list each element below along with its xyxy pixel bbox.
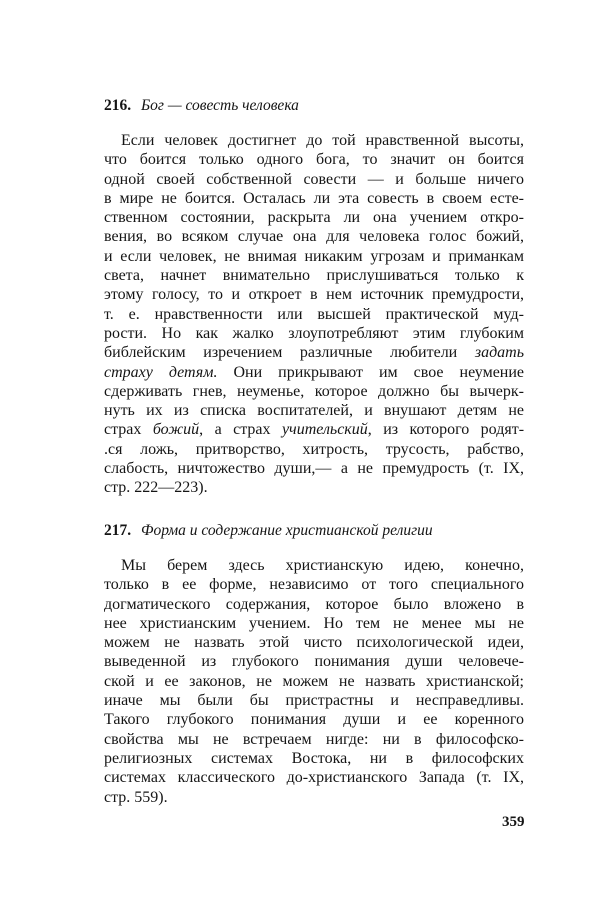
line-text: библейским изречением различные любители [104, 344, 458, 362]
section-216-heading [104, 97, 299, 115]
paragraph-line-mixed [104, 420, 524, 439]
paragraph-line: .ся ложь, притворство, хитрость, трусость, рабство, [104, 440, 524, 458]
italic-phrase: божий [152, 421, 200, 439]
paragraph-line: выведенной из глубокого понимания души человече- [104, 653, 524, 671]
paragraph-line: иначе мы были бы пристрастны и несправедливы. [104, 692, 524, 710]
paragraph-line: ственном состоянии, раскрыта ли она учением откро- [104, 209, 524, 227]
section-216-body [104, 131, 524, 498]
paragraph-line: одной своей собственной совести — и больше ничего [104, 170, 524, 188]
page-number: 359 [502, 814, 525, 830]
section-217-number: 217. [104, 522, 132, 539]
paragraph-line: в мире не боится. Осталась ли эта совесть в своем есте- [104, 189, 524, 207]
paragraph-line: что боится только одного бога, то значит он боится [104, 151, 524, 169]
paragraph-line: нее христианским учением. Но тем не менее мы не [104, 614, 524, 632]
section-216-title: Бог — совесть человека [141, 97, 299, 114]
italic-phrase: страху детям. [104, 363, 218, 381]
paragraph-line: можем не назвать этой чисто психологической идеи, [104, 634, 524, 652]
paragraph-line: Такого глубокого понимания души и ее коренного [104, 711, 524, 729]
paragraph-line: сдерживать гнев, неуменье, которое должно бы вычерк- [104, 382, 524, 400]
line-text: , из которого родят- [367, 421, 525, 439]
paragraph-line: догматического содержания, которое было вложено в [104, 595, 524, 613]
paragraph-line: свойства мы не встречаем нигде: ни в философско- [104, 730, 524, 748]
paragraph-line: стр. 559). [104, 788, 168, 806]
paragraph-line: слабость, ничтожество души,— а не премудрость (т. IX, [104, 460, 524, 478]
paragraph-line: света, начнет внимательно прислушиваться только к [104, 267, 524, 285]
section-217-title: Форма и содержание христианской религии [141, 522, 433, 539]
paragraph-line: только в ее форме, независимо от того специального [104, 576, 524, 594]
line-text: , а страх [199, 421, 271, 439]
line-text: Они прикрывают им свое неумение [233, 363, 525, 381]
section-217-heading [104, 522, 433, 540]
italic-phrase: учительский [281, 421, 368, 439]
section-217-body [104, 556, 524, 807]
line-text: страх [104, 421, 142, 439]
paragraph-line: Если человек достигнет до той нравственной высоты, [121, 132, 524, 149]
paragraph-line: стр. 222—223). [104, 479, 208, 497]
italic-phrase: задать [474, 344, 524, 362]
paragraph-line: религиозных системах Востока, ни в философских [104, 749, 524, 767]
paragraph-line: т. е. нравственности или высшей практической муд- [104, 305, 524, 323]
paragraph-line: этому голосу, то и откроет в нем источник премудрости, [104, 286, 524, 304]
paragraph-line-mixed [104, 343, 524, 362]
paragraph-line: и если человек, не внимая никаким угрозам и приманкам [104, 247, 524, 265]
paragraph-line-mixed [104, 363, 524, 382]
paragraph-line: вения, во всяком случае она для человека голос божий, [104, 228, 524, 246]
paragraph-line: системах классического до-христианского Запада (т. IX, [104, 769, 524, 787]
paragraph-line: Мы берем здесь христианскую идею, конечно, [121, 557, 524, 574]
paragraph-line: ской и ее законов, не можем не назвать христианской; [104, 672, 524, 690]
section-216-number: 216. [104, 97, 132, 114]
paragraph-line: рости. Но как жалко злоупотребляют этим глубоким [104, 324, 524, 342]
paragraph-line: нуть их из списка воспитателей, и внушают детям не [104, 402, 524, 420]
